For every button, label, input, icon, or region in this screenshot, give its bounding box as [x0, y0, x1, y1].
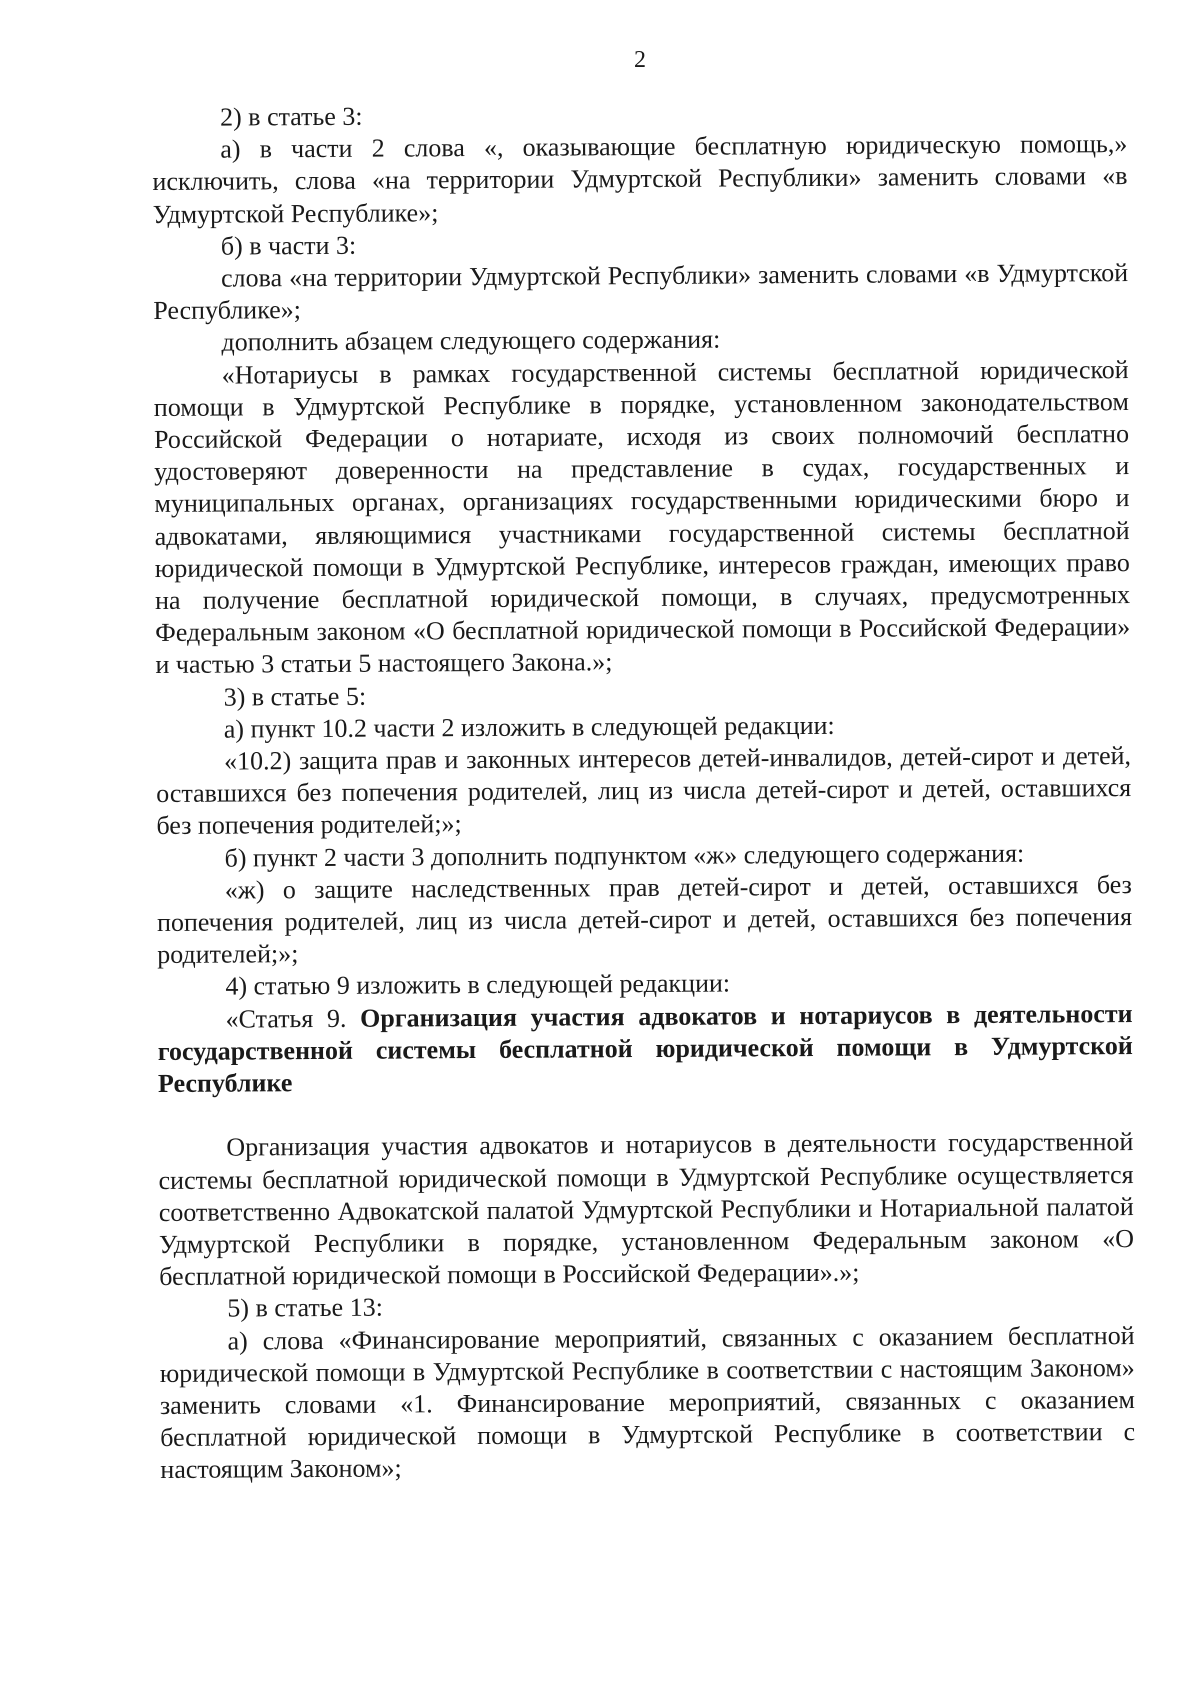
paragraph: 2) в статье 3: [220, 101, 363, 132]
article-heading-prefix: «Статья 9. [225, 1003, 361, 1034]
paragraph: б) в части 3: [220, 230, 357, 261]
paragraph: 4) статью 9 изложить в следующей редакции: [225, 968, 731, 1002]
article-heading [158, 998, 1134, 1101]
paragraph: а) пункт 10.2 части 2 изложить в следующей редакции: [223, 710, 835, 744]
article-heading-title: Организация участия адвокатов и нотариусов в деятельности государственной системы бесплатной юридической помощи в Удмуртской Республике [157, 998, 1133, 1099]
paragraph: Организация участия адвокатов и нотариусов в деятельности государственной системы бесплатной юридической помощи в Удмуртской Республике осуществляется соответственно Адвокатской палатой Удмуртской Республики и Нотариальной палатой Удмуртской Республики в порядке, установленном Федеральным законом «О бесплатной юридической помощи в Российской Федерации».»; [158, 1127, 1135, 1292]
paragraph: «10.2) защита прав и законных интересов детей-инвалидов, детей-сирот и детей, оставшихся без попечения родителей, лиц из числа детей-сирот и детей, оставшихся без попечения родителей;»; [156, 741, 1132, 841]
page-number: 2 [634, 47, 646, 73]
paragraph: а) в части 2 слова «, оказывающие бесплатную юридическую помощь,» исключить, слова «на территории Удмуртской Республики» заменить словами «в Удмуртской Республике»; [152, 129, 1128, 229]
document-body [152, 96, 1135, 1486]
paragraph: 3) в статье 5: [223, 681, 367, 712]
paragraph: «Нотариусы в рамках государственной системы бесплатной юридической помощи в Удмуртской Республике в порядке, установленном законодательством Российской Федерации о нотариате, исходя из своих полномочий бесплатно удостоверяют доверенности на представление в судах, государственных и муниципальных органах, организациях государственными юридическими бюро и адвокатами, являющимися участниками государственной системы бесплатной юридической помощи в Удмуртской Республике, интересов граждан, имеющих право на получение бесплатной юридической помощи, в случаях, предусмотренных Федеральным законом «О бесплатной юридической помощи в Российской Федерации» и частью 3 статьи 5 настоящего Закона.»; [153, 354, 1131, 680]
paragraph: слова «на территории Удмуртской Республики» заменить словами «в Удмуртской Республике»; [153, 258, 1129, 326]
paragraph: б) пункт 2 части 3 дополнить подпунктом «ж» следующего содержания: [224, 838, 1025, 873]
paragraph: «ж) о защите наследственных прав детей-сирот и детей, оставшихся без попечения родителей, лиц из числа детей-сирот и детей, оставшихся без попечения родителей;»; [156, 869, 1133, 970]
paragraph: а) слова «Финансирование мероприятий, связанных с оказанием бесплатной юридической помощи в Удмуртской Республике в соответствии с настоящим Законом» заменить словами «1. Финансирование мероприятий, связанных с оказанием бесплатной юридической помощи в Удмуртской Республике в соответствии с настоящим Законом»; [159, 1320, 1136, 1485]
paragraph: дополнить абзацем следующего содержания: [221, 324, 721, 358]
paragraph: 5) в статье 13: [227, 1292, 383, 1323]
